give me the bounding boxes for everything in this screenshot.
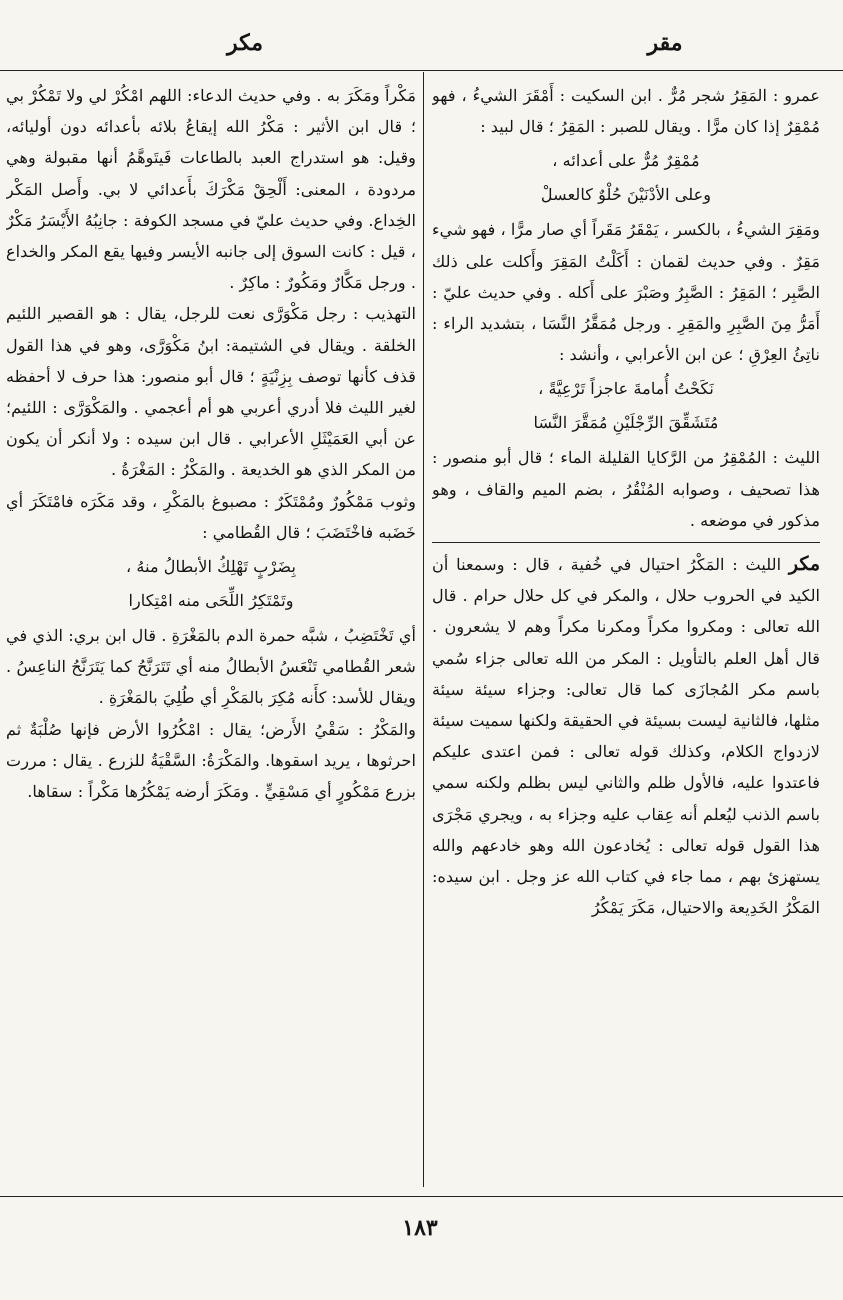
header-right-word: مقر <box>647 30 683 56</box>
verse-line: وعلى الأدْنَيْنَ حُلْوٌ كالعسلْ <box>540 185 712 205</box>
paragraph: أي تَخْتَضِبُ ، شبَّه حمرة الدم بالمَغْرَةِ . قال ابن بري: الذي في شعر القُطامي تَنْعَسُ الأبطالُ منه أي تَتَرَنَّحُ كما يَتَرَنَّحُ الناعِسُ . ويقال للأسد: كأَنه مُكِرَ بالمَكْرِ أي طُلِيَ بالمَغْرَةِ . <box>6 626 416 708</box>
verse-line: مُتَشَقِّقَ الرِّجْلَيْنِ مُمَقَّرَ النَّسَا <box>533 413 719 433</box>
paragraph: والمَكْرُ : سَقْيُ الأَرض؛ يقال : امْكُرُوا الأرض فإنها صُلْبَةٌ ثم احرثوها ، يريد اسقوها. والمَكْرَةُ: السَّقْيَةُ للزرع . يقال : مررت بزرع مَمْكُورٍ أي مَسْقِيٍّ . ومَكَرَ أرضه يَمْكُرُها مَكْراً : سقاها. <box>6 719 416 802</box>
entry-paragraph <box>432 549 820 923</box>
paragraph: وثوب مَمْكُورٌ ومُمْتَكَرٌ : مصبوغ بالمَكْرِ ، وقد مَكَرَه فامْتَكَرَ أي خَضَبه فاخْتَضَبَ ؛ قال القُطامي : <box>6 491 416 542</box>
right-column <box>432 80 820 1185</box>
verse-line: مُمْقِرٌ مُرٌّ على أعدائه ، <box>552 151 700 171</box>
paragraph: عمرو : المَقِرُ شجر مُرٌّ . ابن السكيت : أَمْقَرَ الشيءُ ، فهو مُمْقِرٌ إذا كان مرًّا . ويقال للصبر : المَقِرُ ؛ قال لبيد : <box>432 86 820 137</box>
paragraph: ومَقِرَ الشيءُ ، بالكسر ، يَمْقَرُ مَقَراً أي صار مرًّا ، فهو شيء مَقِرٌ . وفي حديث لقمان : أَكَلْتُ المَقِرَ وأَكلت على ذلك الصَّبِر ؛ المَقِرُ : الصَّبِرُ وصَبْرَ على أَكله . وفي حديث عليّ : أَمَرُّ مِنَ الصَّبِرِ والمَقِرِ . ورجل مُمَقَّرُ النَّسَا ، بتشديد الراء : ناتِئُ العِرْقِ ؛ عن ابن الأعرابي ، وأنشد : <box>432 220 820 365</box>
paragraph: الليث : المُمْقِرُ من الرَّكايا القليلة الماء ؛ قال أبو منصور : هذا تصحيف ، وصوابه المُنْقُرُ ، بضم الميم والقاف ، وهو مذكور في موضعه . <box>432 448 820 530</box>
header-rule <box>0 70 843 71</box>
verse-line: وتَمْتَكِرُ اللِّحَى منه امْتِكارا <box>128 591 294 611</box>
column-divider <box>423 72 424 1187</box>
entry-headword: مكر <box>788 553 820 576</box>
entry-text: الليث : المَكْرُ احتيال في خُفية ، قال : وسمعنا أن الكيد في الحروب حلال ، والمكر في كل حلال حرام . قال الله تعالى : ومكروا مكراً ومكرنا مكراً وهم لا يشعرون . قال أهل العلم بالتأويل : المكر من الله تعالى جزاء سُمي باسم مكر المُجازَى كما قال تعالى: وجزاء سيئة سيئة مثلها، فالثانية ليست بسيئة في الحقيقة ولكنها سميت سيئة لازدواج الكلام، وكذلك قوله تعالى : فمن اعتدى عليكم فاعتدوا عليه، فالأول ظلم والثاني ليس بظلم ولكنه سمي باسم الذنب ليُعلم أنه عِقاب عليه وجزاء به ، ويجري مَجْرَى هذا القول قوله تعالى : يُخادعون الله وهو خادعهم والله يستهزئ بهم ، مما جاء في كتاب الله عز وجل . ابن سيده: المَكْرُ الخَدِيعة والاحتيال، مَكَرَ يَمْكُرُ <box>432 555 820 918</box>
left-column <box>6 80 416 1185</box>
paragraph: التهذيب : رجل مَكْوَرَّى نعت للرجل، يقال : هو القصير اللئيم الخلقة . ويقال في الشتيمة: ابنُ مَكْوَرَّى، وهو في هذا القول قذف كأنها توصف بِزِنْيَةٍ ؛ قال أبو منصور: هذا حرف لا أحفظه لغير الليث فلا أدري أعربي هو أم أعجمي . والمَكْوَرَّى : اللئيم؛ عن أبي العَمَيْثَلِ الأعرابي . قال ابن سيده : ولا أنكر أن يكون من المكر الذي هو الخديعة . والمَكْرُ : المَغْرَةُ . <box>6 304 416 480</box>
entry-separator <box>432 542 820 543</box>
verse-line: بِضَرْبٍ تَهْلِكُ الأبطالُ منهُ ، <box>126 557 296 577</box>
page-number: ١٨٣ <box>402 1215 438 1241</box>
footer-rule <box>0 1196 843 1197</box>
verse-line: نَكَحْتُ أُمامةَ عاجزاً تَرْعِيَّةً ، <box>538 379 714 399</box>
header-left-word: مكر <box>226 30 264 56</box>
paragraph: مَكْراً ومَكَرَ به . وفي حديث الدعاء: اللهم امْكُرْ لي ولا تَمْكُرْ بي ؛ قال ابن الأثير : مَكْرُ الله إيقاعُ بلائه بأعدائه دون أوليائه، وقيل: هو استدراج العبد بالطاعات فَيتَوهَّمُ أنها مقبولة وهي مردودة ، المعنى: أَلْحِقْ مَكْرَكَ بأَعدائي لا بي. وأَصل المَكْر الخِداع. وفي حديث عليّ في مسجد الكوفة : جانِبُهُ الأَيْسَرُ مَكْرٌ ، قيل : كانت السوق إلى جانبه الأيسر وفيها يقع المكر والخداع . ورجل مَكَّارٌ ومَكُورٌ : ماكِرٌ . <box>6 86 416 293</box>
